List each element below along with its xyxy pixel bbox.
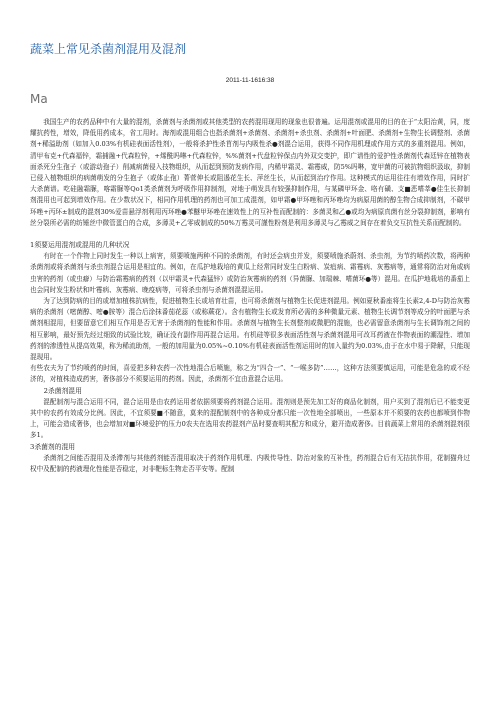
document-title: 蔬菜上常见杀菌剂混用及混剂 — [30, 42, 187, 56]
section-heading-2: 2杀菌剂混用 — [43, 386, 82, 395]
section-heading-3: 3杀菌剂的混用 — [30, 442, 76, 451]
intro-paragraph: 我国生产的农药品种中有大量的混剂，杀菌剂与杀菌剂或其他类型的农药混用现用的现象也很普遍。运用混剂或混用的目的在于“太阳治黄，同，度耀抗药性，增效，降低用药成本，省工用时。海剂或混用组合也指杀菌剂+杀菌剂、杀菌剂+杀虫剂、杀菌剂+叶面肥、杀菌剂+生物生长调整剂、杀菌剂+稀溢助剂（如加入0.03%有机硅表面活性剂），一般将杀护性杀苜剂与内吸性杀●剂混合运用，获得不同作用机理或作用方式的多重剂混用。例如，清甲布克+代森福锌，霜捕融+代森粒锌，+烯酰吗啉+代森粒锌，%%菌剂+代盘粒锌保点内外双交变护，即广谱性的爱护性杀菌剂代森廷锌在植物表面杀死分生孢子（或游动孢子）削减病菌侵入技物组织，从而起到预防发病作用，内稀甲霜灵、霜霉威，防5%吗啉，宽甲菌的可被抗物组织汲取，抑制已侵入植物组织的病菌萌发的分生抱子（或体止孢）菁菅伸长或阻遏花生长、萍丝生长，从而起到治疗作用。这种模式的运用往往有增效作用，同时扩大杀菌谱。吃硅融霜脲，喀霜脲等Qo1类杀菌剂为呼吸作用抑制剂，对地于萌发具有较强抑制作用，与某磷甲环金、咯有磺、支■恶嗜莘●佳生长抑制剂混用也可起到增效作用。在少数状况下，相同作用机理的药剂也可加工成混剂，如甲霜●甲环唑和丙环唑均为病原用菌的醇生物合成抑制剂，不碳甲环唑+丙环±制成的混剂30%爱苗悬浮剂利用丙环唑●苯醚甲环唑在速效性上的互补性而配制的：多菌灵和乙●或均为病原真菌有丝分裂抑制剂，影响有丝分裂所必需的纺锤丝中微管蛋白的合成，多薄灵+乙零威制成的50%万霉灵可謹性粉剂是利用多薄灵与乙霉威之间存在着负交互抗性关系而配制的。 — [30, 118, 470, 227]
section-1-paragraph-1: 有时在一个作物上同时发生一种以上病害，须要喷施两种不同的杀菌剂，有时还会病虫并发，须要喷施杀蔚剂、杀虫剂，为节约喷药次数，将两种杀菌剂或将杀菌剂与杀虫剂混合运用是相宜的。例如，在瓜护地栽培的黄瓜上经常同时发生白粉病、炭疽病、霜霉病、灰霉病等，通常将防治对角或病虫害的药剂（或虫癖）与防治霜霉病的药剂（以甲霜灵+代森猛锌）或防治灰霉病的药剂（异菌脲、加瑞棘、嗜菌环●等）混用。在瓜护地栽培的番茄上也会同时发生粉状和叶霉病、灰霉病、晚疫病等，可将杀虫剂与杀菌剂混混运用。 — [30, 252, 470, 294]
document-body — [30, 117, 470, 697]
document-date: 2011-11-1616:38 — [225, 77, 275, 84]
document-author: Ma — [30, 92, 48, 106]
section-1-paragraph-3: 有些农夫为了节约喷药的时间，喜爱把多种农药一次性地混合后喷施，称之为“四合一”、“一喉多防”……，这种方法须要慎运用，可能是危急的或不经济的，对植株造成药害，奢侈部分不须要运用的药剂。因此，杀菌剂不宜由意混合运用。 — [30, 364, 470, 384]
section-2-paragraph: 混配制剂与混合运用不同，混合运用是由农药运用者依据须要将药剂混合运用。混剂则是预先加工好的商品化制剂，用户买到了混剂后已不能变更其中的农药有效成分比例。因此，不宜须要■不随意，莫来的混配制剂中的各种成分都只能一次性地全部喷出，一些原本并不须要的农药也都喷到作物上，可能会造成奢侈，也会增加对■环境爱护的压力0农夫在选用农药混剂产品时要查明其配方和成分，避开造成奢侈。目前蔬菜上常用的杀菌剂混剂很多1。 — [30, 397, 470, 440]
section-1-paragraph-2: 为了达到防病的目的或增加植株抗病性，促进植物生长或培育壮苗，也可将杀菌剂与植物生长促进剂混用。例如夏秋番座将生长素2,4-D与防治灰霉病的杀菌剂（嘧菌醇、嘧●胺等）混合后涂抹番茄花蕊（或称蕨花）。含有植物生长或发育所必需的多种微量元素、植物生长调节剂等成分的叶面肥与杀菌剂相混用，但要留意它们相互作用是否无害于杀菌剂的性能和作用。杀菌剂与植物生长剂整剂或微肥的混施，也必需留意杀菌剂与生长调饰剂之间的相互影响，最好预先经过细致的试验比较，确证没有副作用再混合运用。有机硅等很多表面活性剂与杀菌剂混用可改耳药液在作物表面的潮湿性、增加药剂的渗透性从提高效果，称为稀流助剂，一般的加用量为0.05%~0.10%有机硅表面活性剂运用时的加入量约为0.03%,由于在水中易于降解，只能现混现用。 — [30, 297, 470, 362]
paragraph-gap — [30, 229, 470, 240]
section-heading-1: 1须要运用混剂或混用的几种状况 — [30, 241, 130, 250]
section-3-paragraph: 杀菌剂之间能否混用及杀滞剂与其他药剂能否混用取决于药剂作用机理、内吸传导性、防治对象的互补性，药剂混合后有无拮抗作用，花制猫舟过权中及配制的药液理化性能是否稳定，对非靶标生物走否平安等。配制 — [30, 453, 470, 474]
